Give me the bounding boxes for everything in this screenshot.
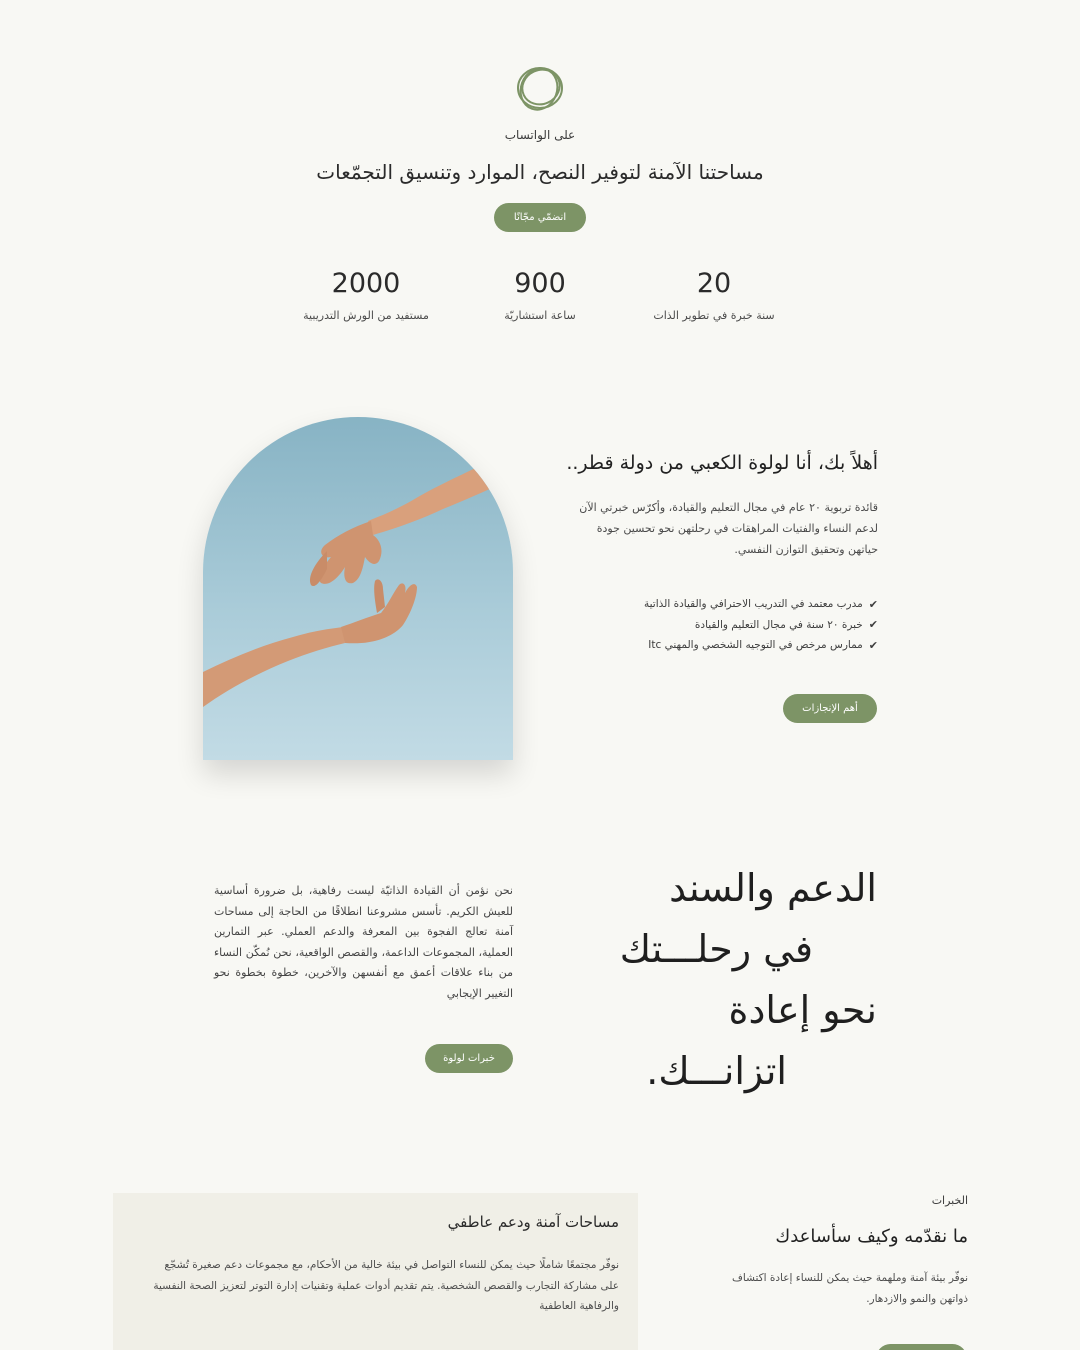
stat-label: مستفيد من الورش التدريبية: [303, 309, 429, 322]
achievements-button[interactable]: أهم الإنجازات: [783, 694, 877, 723]
heading-line: اتزانـــك.: [646, 1049, 787, 1093]
list-item: [578, 594, 878, 615]
card-paragraph: نوفّر مجتمعًا شاملًا حيث يمكن للنساء التواصل في بيئة خالية من الأحكام، مع مجموعات دعم صغيرة تُشجّع على مشاركة التجارب والقصص الشخصية. يتم تقديم أدوات عملية وتقنيات إدارة التوتر لتعزيز الصحة النفسية والرفاهية العاطفية: [153, 1259, 619, 1312]
services-title: ما نقدّمه وكيف سأساعدك: [775, 1226, 968, 1247]
stat-label: سنة خبرة في تطوير الذات: [653, 309, 775, 322]
support-paragraph: نحن نؤمن أن القيادة الذاتيّة ليست رفاهية، بل ضرورة أساسية للعيش الكريم. تأسس مشروعنا انطلاقًا من الحاجة إلى مساحات آمنة تعالج الفجوة بين المعرفة والدعم العملي. عبر التمارين العملية، المجموعات الداعمة، والقصص الواقعية، نحن نُمكّن النساء من بناء علاقات أعمق مع أنفسهن والآخرين، خطوة بخطوة نحو التغيير الإيجابي: [214, 884, 513, 1000]
services-button[interactable]: [876, 1344, 967, 1350]
reaching-hands-image: [203, 417, 513, 760]
stat-label: ساعة استشاريّة: [504, 309, 576, 322]
check-icon: ✔: [868, 638, 878, 652]
qualifications-list: [578, 594, 878, 656]
stat-number: 900: [514, 268, 566, 299]
check-icon: ✔: [868, 597, 878, 611]
heading-line: في رحلـــتك: [619, 927, 813, 971]
support-heading: [617, 858, 877, 1102]
card-title: مساحات آمنة ودعم عاطفي: [447, 1213, 619, 1231]
stat-years: [624, 268, 804, 322]
intro-title: أهلاً بك، أنا لولوة الكعبي من دولة قطر..: [566, 452, 878, 474]
join-free-button[interactable]: انضمّي مجّانًا: [494, 203, 586, 232]
whatsapp-link[interactable]: على الواتساب: [504, 128, 576, 142]
stat-hours: [450, 268, 630, 322]
heading-line: نحو إعادة: [728, 988, 877, 1032]
intro-paragraph: قائدة تربوية ٢٠ عام في مجال التعليم والقيادة، وأكرّس خبرتي الآن لدعم النساء والفتيات المراهقات في رحلتهن نحو تحسين جودة حياتهن وتحقيق التوازن النفسي.: [579, 501, 878, 556]
circles-logo-icon: [512, 62, 568, 114]
stat-beneficiaries: [276, 268, 456, 322]
experiences-button[interactable]: خبرات لولوة: [425, 1044, 513, 1073]
list-item: [578, 615, 878, 636]
section-label: الخبرات: [931, 1194, 968, 1207]
qualification-text: ممارس مرخص في التوجيه الشخصي والمهني Itc: [648, 639, 863, 652]
list-item: [578, 635, 878, 656]
qualification-text: خبرة ٢٠ سنة في مجال التعليم والقيادة: [694, 618, 863, 631]
hero-title: مساحتنا الآمنة لتوفير النصح، الموارد وتنسيق التجمّعات: [316, 160, 764, 184]
services-paragraph: نوفّر بيئة آمنة وملهمة حيث يمكن للنساء إعادة اكتشاف ذواتهن والنمو والازدهار.: [732, 1272, 968, 1305]
service-card: [113, 1193, 638, 1350]
check-icon: ✔: [868, 618, 878, 632]
stat-number: 2000: [331, 268, 401, 299]
stat-number: 20: [696, 268, 732, 299]
qualification-text: مدرب معتمد في التدريب الاحترافي والقيادة الذاتية: [643, 598, 863, 611]
heading-line: الدعم والسند: [669, 866, 877, 910]
